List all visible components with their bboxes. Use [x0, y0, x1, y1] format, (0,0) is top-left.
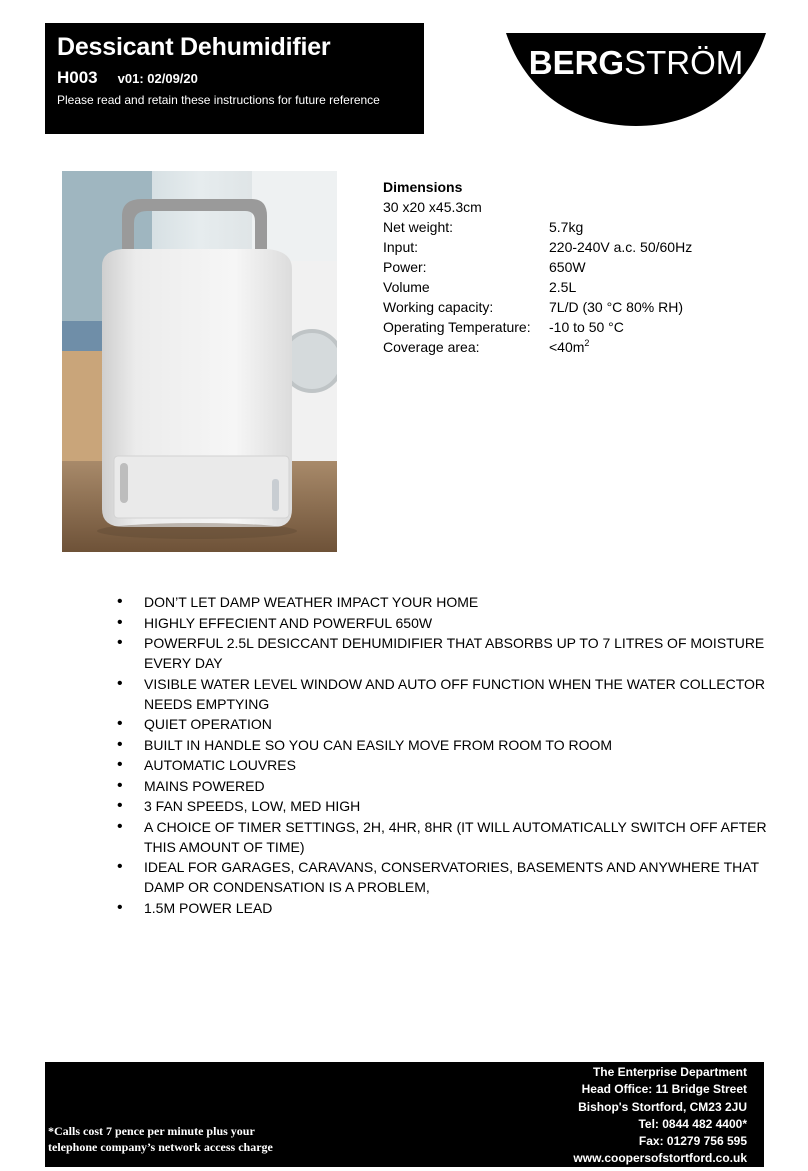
spec-label: Power: — [383, 259, 427, 275]
head-office-town: Bishop's Stortford, CM23 2JU — [578, 1099, 747, 1114]
website: www.coopersofstortford.co.uk — [573, 1151, 747, 1166]
spec-label: Input: — [383, 239, 419, 255]
bergstrom-logo — [506, 33, 766, 128]
feature-item: • QUIET OPERATION — [117, 714, 767, 734]
feature-item: • POWERFUL 2.5L DESICCANT DEHUMIDIFIER THAT ABSORBS UP TO 7 LITRES OF MOISTURE EVERY DAY — [117, 633, 767, 673]
spec-dimensions: 30 x20 x45.3cm — [383, 199, 482, 215]
retain-instructions-note: Please read and retain these instructions for future reference — [57, 93, 380, 107]
head-office-street: Head Office: 11 Bridge Street — [581, 1082, 747, 1097]
spec-row — [383, 337, 783, 357]
spec-value: 220-240V a.c. 50/60Hz — [549, 239, 693, 255]
feature-item: • IDEAL FOR GARAGES, CARAVANS, CONSERVATORIES, BASEMENTS AND ANYWHERE THAT DAMP OR CONDENSATION IS A PROBLEM, — [117, 857, 767, 897]
feature-item: • A CHOICE OF TIMER SETTINGS, 2H, 4HR, 8HR (IT WILL AUTOMATICALLY SWITCH OFF AFTER THIS AMOUNT OF TIME) — [117, 817, 767, 857]
feature-item: • HIGHLY EFFECIENT AND POWERFUL 650W — [117, 613, 767, 633]
feature-item: • 3 FAN SPEEDS, LOW, MED HIGH — [117, 796, 767, 816]
spec-row — [383, 297, 783, 317]
footer — [45, 1062, 764, 1167]
logo-brand-bold: BERG — [528, 44, 625, 81]
disclaimer-line: *Calls cost 7 pence per minute plus your — [48, 1124, 255, 1138]
spec-value: -10 to 50 °C — [549, 319, 624, 335]
product-image — [62, 171, 337, 552]
feature-list — [117, 592, 767, 918]
feature-item: • VISIBLE WATER LEVEL WINDOW AND AUTO OFF FUNCTION WHEN THE WATER COLLECTOR NEEDS EMPTYING — [117, 674, 767, 714]
fax: Fax: 01279 756 595 — [638, 1134, 747, 1149]
spec-value: 7L/D (30 °C 80% RH) — [549, 299, 683, 315]
feature-item: • 1.5M POWER LEAD — [117, 898, 767, 918]
department-name: The Enterprise Department — [592, 1065, 747, 1079]
spec-label: Operating Temperature: — [383, 319, 531, 335]
spec-row — [383, 217, 783, 237]
spec-value — [549, 337, 589, 357]
call-cost-disclaimer — [48, 1123, 273, 1155]
feature-item: • AUTOMATIC LOUVRES — [117, 755, 767, 775]
feature-item: • BUILT IN HANDLE SO YOU CAN EASILY MOVE FROM ROOM TO ROOM — [117, 735, 767, 755]
header-box — [45, 23, 424, 134]
feature-item: • MAINS POWERED — [117, 776, 767, 796]
feature-item: • DON’T LET DAMP WEATHER IMPACT YOUR HOME — [117, 592, 767, 612]
logo-brand-light: STRÖM — [624, 44, 744, 81]
company-address — [573, 1064, 747, 1168]
header-subline — [57, 68, 412, 89]
telephone: Tel: 0844 482 4400* — [638, 1116, 747, 1131]
spec-row — [383, 237, 783, 257]
spec-value-superscript: 2 — [584, 338, 590, 348]
spec-row — [383, 277, 783, 297]
disclaimer-line: telephone company’s network access charge — [48, 1140, 273, 1154]
specifications — [383, 177, 783, 357]
spec-value: 5.7kg — [549, 219, 584, 235]
svg-text:BERGSTRÖM — [529, 44, 744, 81]
spec-label: Volume — [383, 279, 430, 295]
spec-label: Working capacity: — [383, 299, 494, 315]
spec-value: 2.5L — [549, 279, 577, 295]
spec-value-text: <40m — [549, 339, 585, 355]
document-title: Dessicant Dehumidifier — [57, 33, 331, 61]
spec-label: Coverage area: — [383, 339, 480, 355]
spec-value: 650W — [549, 259, 586, 275]
version-date: v01: 02/09/20 — [117, 71, 198, 86]
spec-row — [383, 257, 783, 277]
spec-row — [383, 317, 783, 337]
spec-heading: Dimensions — [383, 179, 463, 195]
model-number: H003 — [57, 68, 98, 87]
spec-label: Net weight: — [383, 219, 454, 235]
